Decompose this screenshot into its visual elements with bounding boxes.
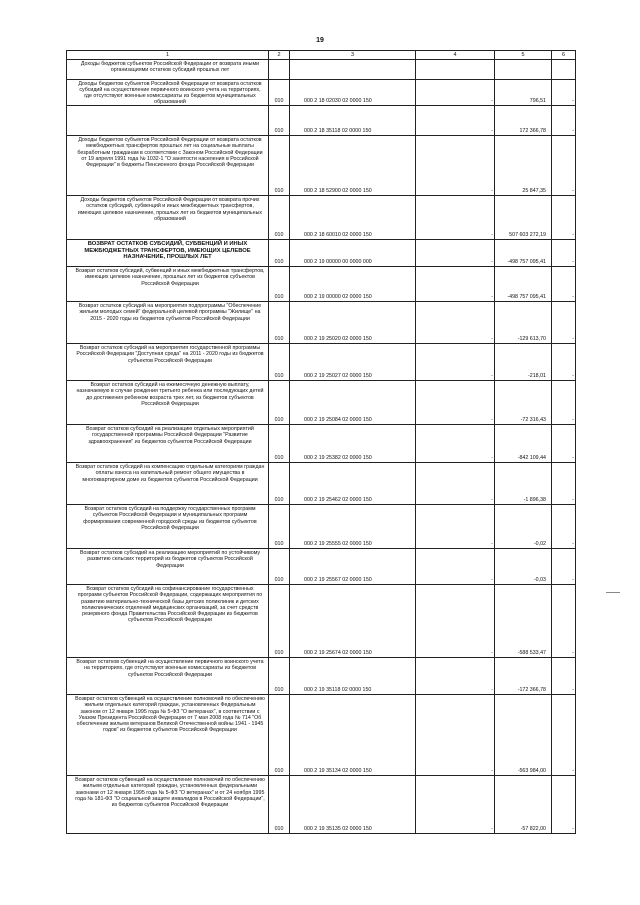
table-row: [67, 267, 576, 302]
row-description: Возврат остатков субсидий на поддержку государственных программ субъектов Российской Федерации и муниципальных программ формирования современной городской среды из бюджетов субъектов Российской Федерации: [67, 505, 269, 549]
margin-mark: [606, 592, 620, 593]
column-header-row: [67, 51, 576, 60]
row-col6-value: -: [552, 106, 576, 136]
table-row: [67, 106, 576, 136]
row-description: Возврат остатков субсидий на софинансирование государственных программ субъектов Российской Федерации, содержащих мероприятия по развитию материально-технической базы детских поликлиник и детских поликлинических отделений медицинских организаций, за счет средств резервного фонда Правительства Российской Федерации из бюджетов субъектов Российской Федерации: [67, 585, 269, 658]
row-description: Возврат остатков субсидий на реализацию отдельных мероприятий государственной программы Российской Федерации "Развитие здравоохранения" из бюджетов субъектов Российской Федерации: [67, 425, 269, 463]
row-description: Возврат остатков субсидий на реализацию мероприятий по устойчивому развитию сельских территорий из бюджетов субъектов Российской Федерации: [67, 549, 269, 585]
row-col4-value: [416, 60, 495, 80]
row-line-code: 010: [269, 136, 290, 196]
row-description: Возврат остатков субсидий на мероприятия подпрограммы "Обеспечение жильем молодых семей" федеральной целевой программы "Жилище" на 2015 - 2020 годы из бюджетов субъектов Российской Федерации: [67, 302, 269, 344]
row-col6-value: [552, 60, 576, 80]
row-col5-value: -129 613,70: [495, 302, 552, 344]
row-budget-code: 000 2 19 35134 02 0000 150: [290, 695, 416, 776]
table-row: [67, 344, 576, 381]
row-col4-value: -: [416, 658, 495, 695]
row-budget-code: 000 2 19 25567 02 0000 150: [290, 549, 416, 585]
row-line-code: [269, 60, 290, 80]
row-line-code: 010: [269, 106, 290, 136]
row-col5-value: -1 896,38: [495, 463, 552, 505]
row-col4-value: -: [416, 136, 495, 196]
row-col5-value: [495, 60, 552, 80]
row-col6-value: -: [552, 425, 576, 463]
row-budget-code: [290, 60, 416, 80]
row-col5-value: -172 366,78: [495, 658, 552, 695]
table-row: [67, 80, 576, 106]
row-col6-value: -: [552, 344, 576, 381]
row-line-code: 010: [269, 267, 290, 302]
column-header: 4: [416, 51, 495, 60]
row-col4-value: -: [416, 425, 495, 463]
table-row: [67, 136, 576, 196]
row-col4-value: -: [416, 344, 495, 381]
row-col5-value: -588 533,47: [495, 585, 552, 658]
row-line-code: 010: [269, 585, 290, 658]
row-col6-value: -: [552, 505, 576, 549]
row-description: Возврат остатков субвенций на осуществление полномочий по обеспечению жильем отдельных категорий граждан, установленных Федеральным законом от 12 января 1995 года № 5-ФЗ "О ветеранах", в соответствии с Указом Президента Российской Федерации от 7 мая 2008 года № 714 "Об обеспечении жильем ветеранов Великой Отечественной войны 1941 - 1945 годов" из бюджетов субъектов Российской Федерации: [67, 695, 269, 776]
row-budget-code: 000 2 19 25020 02 0000 150: [290, 302, 416, 344]
row-line-code: 010: [269, 302, 290, 344]
row-budget-code: 000 2 18 35118 02 0000 150: [290, 106, 416, 136]
row-budget-code: 000 2 19 35118 02 0000 150: [290, 658, 416, 695]
row-col5-value: -0,03: [495, 549, 552, 585]
row-col6-value: -: [552, 658, 576, 695]
row-description: Возврат остатков субсидий на ежемесячную денежную выплату, назначаемую в случае рождения третьего ребенка или последующих детей до достижения ребенком возраста трех лет, из бюджетов субъектов Российской Федерации: [67, 381, 269, 425]
table-row: [67, 658, 576, 695]
row-col5-value: 172 366,78: [495, 106, 552, 136]
row-line-code: 010: [269, 80, 290, 106]
row-col4-value: -: [416, 80, 495, 106]
row-description: Доходы бюджетов субъектов Российской Федерации от возврата прочих остатков субсидий, субвенций и иных межбюджетных трансфертов, имеющих целевое назначение, прошлых лет из бюджетов муниципальных образований: [67, 196, 269, 240]
table-row: [67, 60, 576, 80]
page-number: 19: [316, 37, 324, 44]
row-col6-value: -: [552, 196, 576, 240]
table-row: [67, 463, 576, 505]
row-col5-value: 25 847,35: [495, 136, 552, 196]
row-line-code: 010: [269, 240, 290, 267]
row-col5-value: -218,01: [495, 344, 552, 381]
row-col5-value: -0,02: [495, 505, 552, 549]
row-line-code: 010: [269, 549, 290, 585]
column-header: 1: [67, 51, 269, 60]
row-description: Возврат остатков субсидий, субвенций и иных межбюджетных трансфертов, имеющих целевое назначение, прошлых лет из бюджетов субъектов Российской Федерации: [67, 267, 269, 302]
row-line-code: 010: [269, 463, 290, 505]
row-budget-code: 000 2 19 25382 02 0000 150: [290, 425, 416, 463]
row-col5-value: -72 316,43: [495, 381, 552, 425]
table-row: [67, 549, 576, 585]
row-line-code: 010: [269, 196, 290, 240]
row-col6-value: -: [552, 80, 576, 106]
table-row: [67, 425, 576, 463]
row-col4-value: -: [416, 776, 495, 834]
row-col5-value: -563 984,00: [495, 695, 552, 776]
row-line-code: 010: [269, 658, 290, 695]
row-line-code: 010: [269, 776, 290, 834]
row-description: Возврат остатков субвенций на осуществление первичного воинского учета на территориях, где отсутствуют военные комиссариаты из бюджетов субъектов Российской Федерации: [67, 658, 269, 695]
row-line-code: 010: [269, 344, 290, 381]
row-col4-value: -: [416, 463, 495, 505]
row-col4-value: -: [416, 505, 495, 549]
row-col5-value: 796,51: [495, 80, 552, 106]
row-description: ВОЗВРАТ ОСТАТКОВ СУБСИДИЙ, СУБВЕНЦИЙ И ИНЫХ МЕЖБЮДЖЕТНЫХ ТРАНСФЕРТОВ, ИМЕЮЩИХ ЦЕЛЕВОЕ НАЗНАЧЕНИЕ, ПРОШЛЫХ ЛЕТ: [67, 240, 269, 267]
row-budget-code: 000 2 18 60010 02 0000 150: [290, 196, 416, 240]
row-col6-value: -: [552, 381, 576, 425]
row-col4-value: -: [416, 267, 495, 302]
row-description: Возврат остатков субсидий на мероприятия государственной программы Российской Федерации "Доступная среда" на 2011 - 2020 годы из бюджетов субъектов Российской Федерации: [67, 344, 269, 381]
income-table: [66, 50, 576, 834]
row-col4-value: -: [416, 549, 495, 585]
column-header: 5: [495, 51, 552, 60]
row-col4-value: -: [416, 240, 495, 267]
row-col4-value: -: [416, 585, 495, 658]
table-row: [67, 302, 576, 344]
row-line-code: 010: [269, 695, 290, 776]
row-description: Доходы бюджетов субъектов Российской Федерации от возврата иными организациями остатков субсидий прошлых лет: [67, 60, 269, 80]
row-budget-code: 000 2 19 00000 00 0000 000: [290, 240, 416, 267]
row-budget-code: 000 2 19 35135 02 0000 150: [290, 776, 416, 834]
row-col4-value: -: [416, 302, 495, 344]
table-row: [67, 776, 576, 834]
row-budget-code: 000 2 18 52900 02 0000 150: [290, 136, 416, 196]
table-row: [67, 240, 576, 267]
row-col4-value: -: [416, 106, 495, 136]
row-col6-value: -: [552, 695, 576, 776]
row-col4-value: -: [416, 695, 495, 776]
row-budget-code: 000 2 19 25462 02 0000 150: [290, 463, 416, 505]
row-col6-value: -: [552, 136, 576, 196]
row-description: Возврат остатков субвенций на осуществление полномочий по обеспечению жильем отдельных категорий граждан, установленных федеральными законами от 12 января 1995 года № 5-ФЗ "О ветеранах" и от 24 ноября 1995 года № 181-ФЗ "О социальной защите инвалидов в Российской Федерации", из бюджетов субъектов Российской Федерации: [67, 776, 269, 834]
row-col5-value: -57 822,00: [495, 776, 552, 834]
table-row: [67, 505, 576, 549]
row-budget-code: 000 2 19 25027 02 0000 150: [290, 344, 416, 381]
row-col4-value: -: [416, 381, 495, 425]
row-line-code: 010: [269, 425, 290, 463]
row-budget-code: 000 2 19 00000 02 0000 150: [290, 267, 416, 302]
row-col5-value: -842 109,44: [495, 425, 552, 463]
column-header: 3: [290, 51, 416, 60]
row-col6-value: -: [552, 267, 576, 302]
table-row: [67, 196, 576, 240]
row-col6-value: -: [552, 302, 576, 344]
column-header: 6: [552, 51, 576, 60]
row-line-code: 010: [269, 505, 290, 549]
row-budget-code: 000 2 18 02030 02 0000 150: [290, 80, 416, 106]
row-budget-code: 000 2 19 25555 02 0000 150: [290, 505, 416, 549]
row-col6-value: -: [552, 463, 576, 505]
row-line-code: 010: [269, 381, 290, 425]
row-budget-code: 000 2 19 25674 02 0000 150: [290, 585, 416, 658]
table-row: [67, 585, 576, 658]
row-description: Возврат остатков субсидий на компенсацию отдельным категориям граждан оплаты взноса на капитальный ремонт общего имущества в многоквартирном доме из бюджетов субъектов Российской Федерации: [67, 463, 269, 505]
row-col6-value: -: [552, 776, 576, 834]
table-row: [67, 695, 576, 776]
row-col5-value: -498 757 095,41: [495, 240, 552, 267]
row-description: [67, 106, 269, 136]
row-description: Доходы бюджетов субъектов Российской Федерации от возврата остатков межбюджетных трансфертов прошлых лет на социальные выплаты безработным гражданам в соответствии с Законом Российской Федерации от 19 апреля 1991 года № 1032-1 "О занятости населения в Российской Федерации" в бюджеты Пенсионного фонда Российской Федерации: [67, 136, 269, 196]
column-header: 2: [269, 51, 290, 60]
row-budget-code: 000 2 19 25084 02 0000 150: [290, 381, 416, 425]
row-col6-value: -: [552, 549, 576, 585]
row-col6-value: -: [552, 585, 576, 658]
row-col4-value: -: [416, 196, 495, 240]
row-col5-value: -498 757 095,41: [495, 267, 552, 302]
row-col6-value: -: [552, 240, 576, 267]
row-description: Доходы бюджетов субъектов Российской Федерации от возврата остатков субсидий на осуществление первичного воинского учета на территориях, где отсутствуют военные комиссариаты из бюджетов муниципальных образований: [67, 80, 269, 106]
table-row: [67, 381, 576, 425]
row-col5-value: 507 603 272,19: [495, 196, 552, 240]
